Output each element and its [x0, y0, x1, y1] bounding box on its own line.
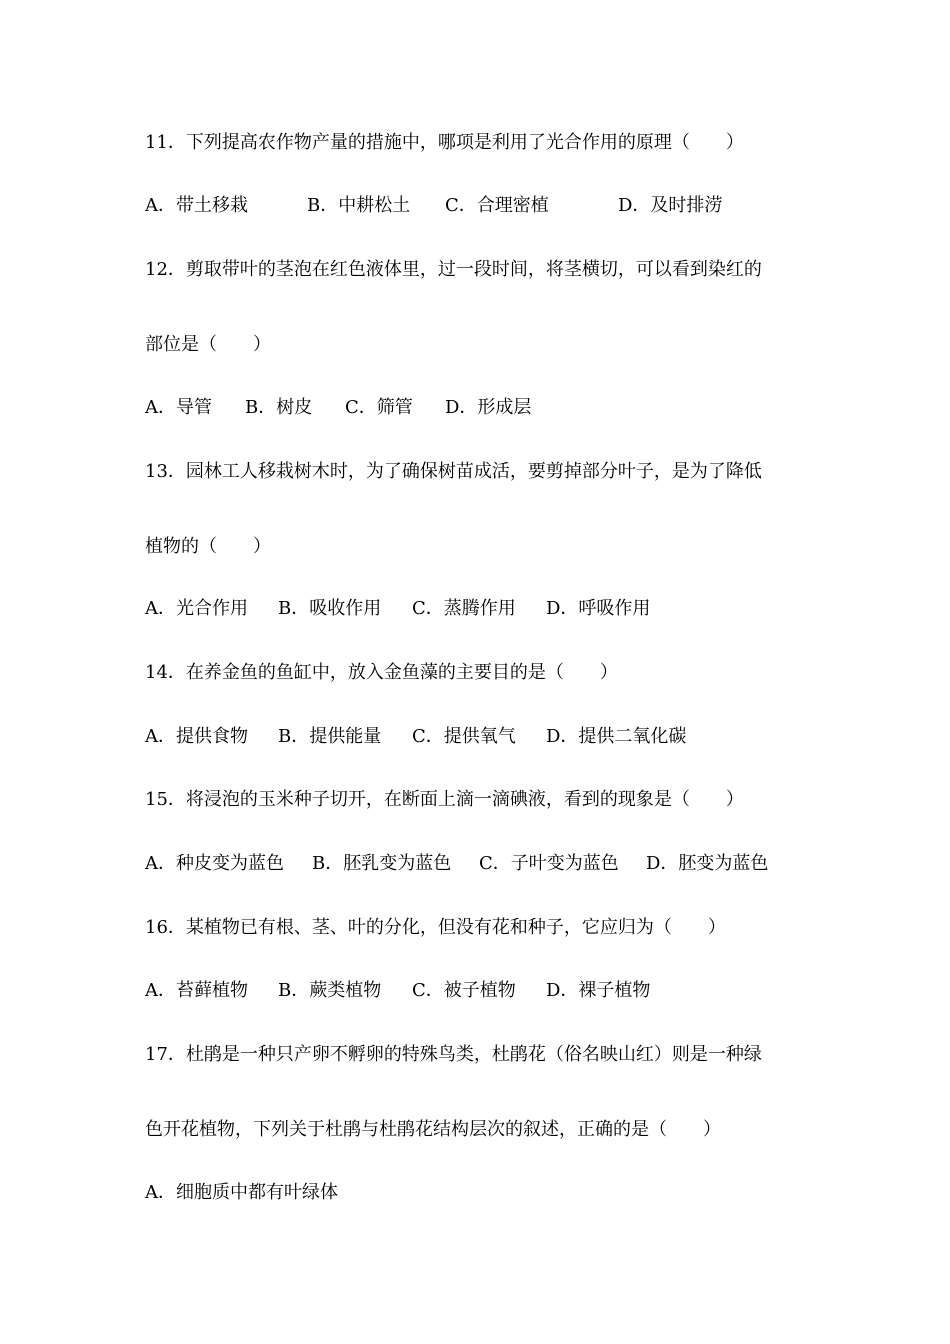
option-a: A．光合作用 — [145, 598, 248, 619]
option-d: D．提供二氧化碳 — [546, 726, 687, 747]
question-11-stem: 11．下列提高农作物产量的措施中，哪项是利用了光合作用的原理（ ） — [145, 132, 744, 153]
option-b: B．吸收作用 — [278, 598, 382, 619]
option-a: A．种皮变为蓝色 — [145, 853, 284, 874]
option-b: B．提供能量 — [278, 726, 382, 747]
option-c: C．合理密植 — [445, 195, 549, 216]
option-c: C．蒸腾作用 — [412, 598, 516, 619]
option-a: A．导管 — [145, 397, 212, 418]
option-a: A．带土移栽 — [145, 195, 248, 216]
option-b: B．树皮 — [245, 397, 313, 418]
question-14-stem: 14．在养金鱼的鱼缸中，放入金鱼藻的主要目的是（ ） — [145, 662, 618, 683]
option-c: C．被子植物 — [412, 980, 516, 1001]
option-d: D．裸子植物 — [546, 980, 651, 1001]
option-c: C．提供氧气 — [412, 726, 516, 747]
question-12-stem-line-2: 部位是（ ） — [145, 334, 271, 355]
option-d: D．形成层 — [445, 397, 532, 418]
option-c: C．子叶变为蓝色 — [479, 853, 619, 874]
question-17-stem-line-1: 17．杜鹃是一种只产卵不孵卵的特殊鸟类，杜鹃花（俗名映山红）则是一种绿 — [145, 1044, 762, 1065]
option-b: B．中耕松土 — [307, 195, 411, 216]
option-d: D．呼吸作用 — [546, 598, 651, 619]
option-d: D．胚变为蓝色 — [646, 853, 769, 874]
question-17-stem-line-2: 色开花植物，下列关于杜鹃与杜鹃花结构层次的叙述，正确的是（ ） — [145, 1119, 721, 1140]
option-a: A．细胞质中都有叶绿体 — [145, 1182, 338, 1203]
question-12-stem-line-1: 12．剪取带叶的茎泡在红色液体里，过一段时间，将茎横切，可以看到染红的 — [145, 259, 762, 280]
option-d: D．及时排涝 — [618, 195, 723, 216]
question-16-stem: 16．某植物已有根、茎、叶的分化，但没有花和种子，它应归为（ ） — [145, 917, 726, 938]
option-a: A．苔藓植物 — [145, 980, 248, 1001]
option-b: B．蕨类植物 — [278, 980, 382, 1001]
question-13-stem-line-1: 13．园林工人移栽树木时，为了确保树苗成活，要剪掉部分叶子，是为了降低 — [145, 461, 762, 482]
question-13-stem-line-2: 植物的（ ） — [145, 536, 271, 557]
option-a: A．提供食物 — [145, 726, 248, 747]
option-b: B．胚乳变为蓝色 — [312, 853, 452, 874]
option-c: C．筛管 — [345, 397, 413, 418]
question-15-stem: 15．将浸泡的玉米种子切开，在断面上滴一滴碘液，看到的现象是（ ） — [145, 789, 744, 810]
